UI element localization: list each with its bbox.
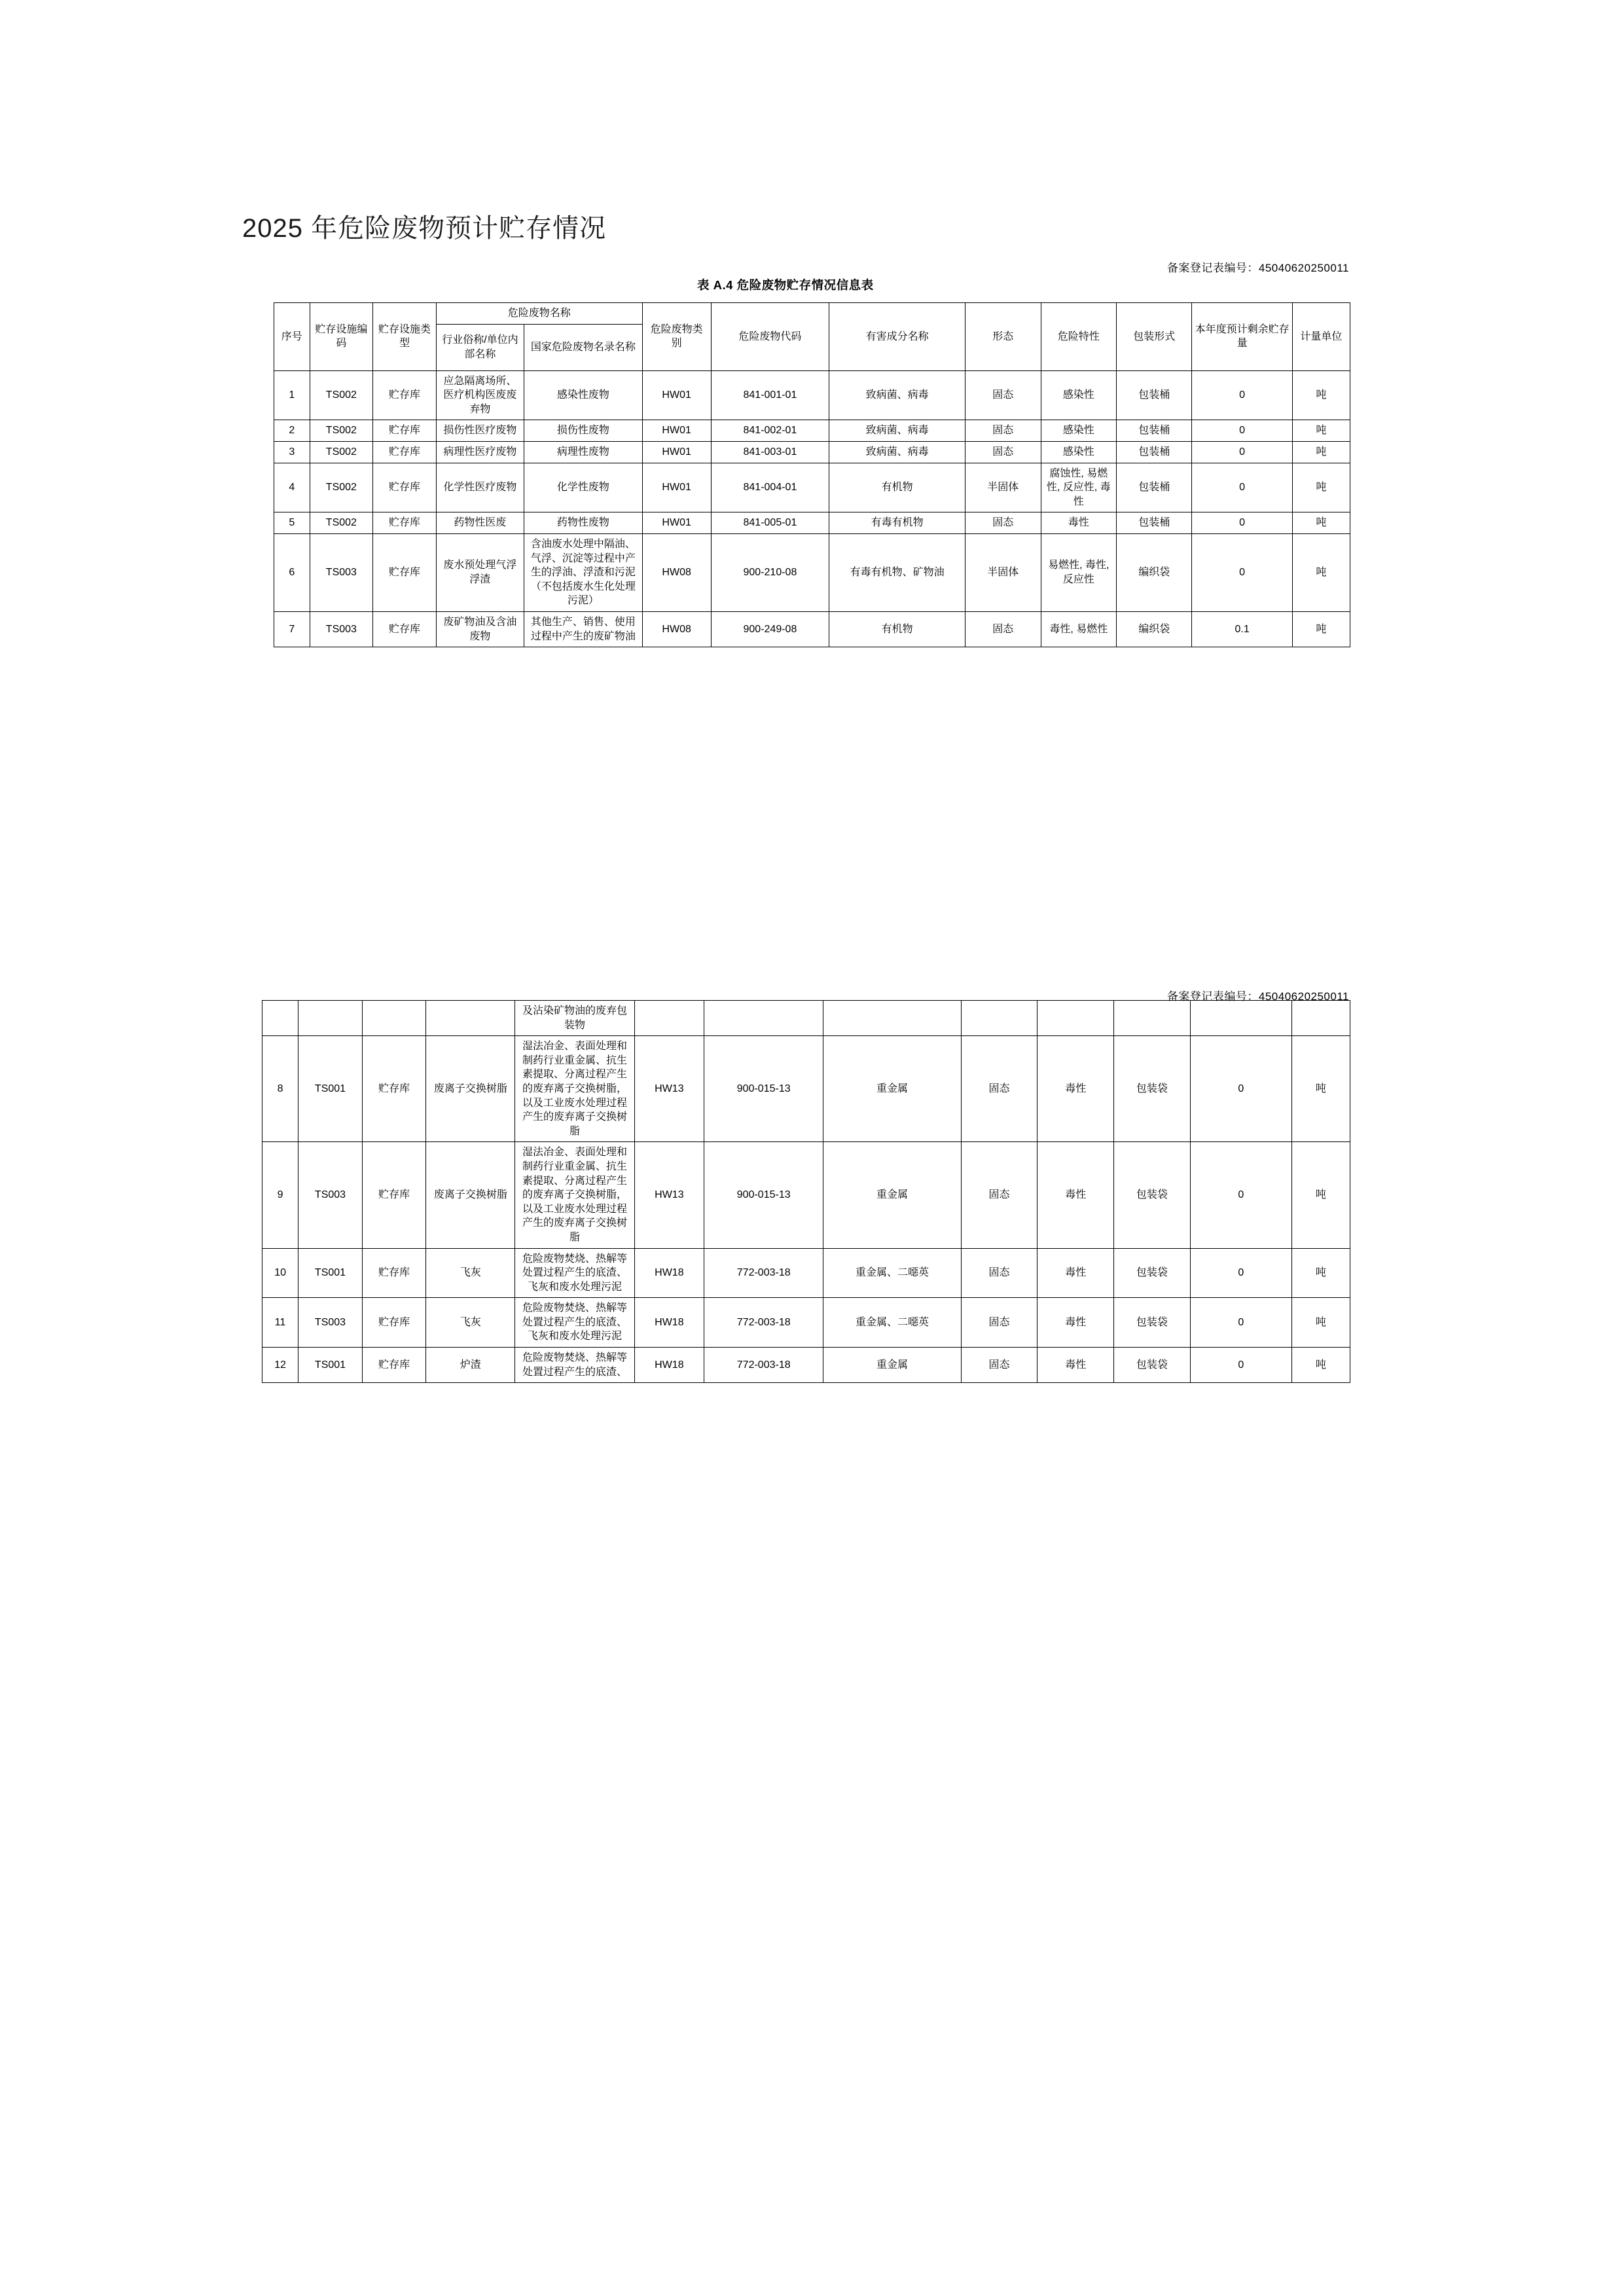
cell-facility-code <box>298 1001 363 1036</box>
cell-hazard-property: 毒性 <box>1038 1298 1114 1348</box>
cell-remaining-storage: 0 <box>1192 420 1292 442</box>
cell-waste-code: 900-015-13 <box>704 1036 823 1142</box>
table-row <box>274 533 1350 611</box>
cell-unit: 吨 <box>1292 370 1350 420</box>
cell-package-form: 包装袋 <box>1114 1298 1191 1348</box>
cell-remaining-storage: 0 <box>1192 512 1292 534</box>
cell-seq: 6 <box>274 533 310 611</box>
table-row <box>274 611 1350 647</box>
cell-facility-code: TS003 <box>298 1298 363 1348</box>
cell-facility-code: TS002 <box>310 370 373 420</box>
cell-form: 固态 <box>965 441 1041 463</box>
cell-seq: 3 <box>274 441 310 463</box>
cell-facility-type: 贮存库 <box>362 1142 426 1248</box>
cell-harmful-component: 致病菌、病毒 <box>829 370 965 420</box>
cell-industry-name: 应急隔离场所、医疗机构医废废弃物 <box>436 370 524 420</box>
cell-catalog-name: 湿法冶金、表面处理和制药行业重金属、抗生素提取、分离过程产生的废弃离子交换树脂，以及工业废水处理过程产生的废弃离子交换树脂 <box>515 1036 635 1142</box>
cell-waste-category: HW18 <box>634 1248 704 1298</box>
cell-hazard-property: 感染性 <box>1041 420 1116 442</box>
cell-harmful-component: 致病菌、病毒 <box>829 441 965 463</box>
cell-catalog-name: 危险废物焚烧、热解等处置过程产生的底渣、飞灰和废水处理污泥 <box>515 1298 635 1348</box>
cell-waste-code: 841-002-01 <box>711 420 829 442</box>
cell-industry-name: 飞灰 <box>426 1248 515 1298</box>
cell-form: 固态 <box>965 611 1041 647</box>
cell-unit: 吨 <box>1292 533 1350 611</box>
cell-form: 固态 <box>965 512 1041 534</box>
cell-facility-type: 贮存库 <box>373 370 437 420</box>
cell-package-form: 包装袋 <box>1114 1348 1191 1383</box>
cell-form: 固态 <box>961 1036 1038 1142</box>
cell-seq: 10 <box>262 1248 298 1298</box>
cell-package-form: 包装桶 <box>1117 370 1192 420</box>
cell-unit: 吨 <box>1291 1036 1350 1142</box>
header-catalog-name: 国家危险废物名录名称 <box>524 324 643 370</box>
cell-waste-category: HW13 <box>634 1142 704 1248</box>
cell-hazard-property: 毒性, 易燃性 <box>1041 611 1116 647</box>
cell-industry-name: 病理性医疗废物 <box>436 441 524 463</box>
cell-remaining-storage: 0 <box>1190 1298 1291 1348</box>
cell-waste-category: HW18 <box>634 1348 704 1383</box>
cell-waste-category: HW18 <box>634 1298 704 1348</box>
hazardous-waste-storage-table-part1 <box>274 302 1350 647</box>
cell-waste-code: 772-003-18 <box>704 1348 823 1383</box>
cell-waste-category: HW01 <box>642 441 711 463</box>
cell-industry-name: 飞灰 <box>426 1298 515 1348</box>
header-package-form: 包装形式 <box>1117 303 1192 371</box>
cell-remaining-storage: 0 <box>1192 441 1292 463</box>
cell-form: 固态 <box>961 1142 1038 1248</box>
table-row <box>274 463 1350 512</box>
cell-catalog-name: 病理性废物 <box>524 441 643 463</box>
table-row <box>274 420 1350 442</box>
cell-form: 半固体 <box>965 463 1041 512</box>
cell-facility-type: 贮存库 <box>373 512 437 534</box>
cell-industry-name: 药物性医废 <box>436 512 524 534</box>
cell-hazard-property: 毒性 <box>1038 1036 1114 1142</box>
table-row <box>262 1142 1350 1248</box>
cell-remaining-storage: 0 <box>1190 1248 1291 1298</box>
table-row <box>262 1001 1350 1036</box>
cell-harmful-component: 重金属、二噁英 <box>823 1298 961 1348</box>
cell-waste-code: 900-249-08 <box>711 611 829 647</box>
cell-hazard-property: 感染性 <box>1041 370 1116 420</box>
cell-unit: 吨 <box>1292 512 1350 534</box>
header-facility-type: 贮存设施类型 <box>373 303 437 371</box>
cell-package-form: 包装袋 <box>1114 1036 1191 1142</box>
cell-harmful-component <box>823 1001 961 1036</box>
cell-hazard-property <box>1038 1001 1114 1036</box>
hazardous-waste-storage-table-part2 <box>262 1000 1350 1383</box>
cell-unit: 吨 <box>1292 611 1350 647</box>
cell-harmful-component: 重金属 <box>823 1036 961 1142</box>
cell-package-form: 包装桶 <box>1117 441 1192 463</box>
cell-facility-type <box>362 1001 426 1036</box>
cell-facility-code: TS002 <box>310 463 373 512</box>
header-seq: 序号 <box>274 303 310 371</box>
cell-waste-category: HW08 <box>642 611 711 647</box>
cell-waste-code: 841-001-01 <box>711 370 829 420</box>
table-row <box>262 1298 1350 1348</box>
cell-form: 固态 <box>965 370 1041 420</box>
cell-waste-code: 841-003-01 <box>711 441 829 463</box>
cell-form <box>961 1001 1038 1036</box>
header-waste-code: 危险废物代码 <box>711 303 829 371</box>
cell-catalog-name: 药物性废物 <box>524 512 643 534</box>
header-form: 形态 <box>965 303 1041 371</box>
table-row <box>262 1036 1350 1142</box>
table-row <box>274 370 1350 420</box>
cell-catalog-name: 含油废水处理中隔油、气浮、沉淀等过程中产生的浮油、浮渣和污泥（不包括废水生化处理污泥） <box>524 533 643 611</box>
cell-harmful-component: 有毒有机物、矿物油 <box>829 533 965 611</box>
cell-package-form: 包装袋 <box>1114 1142 1191 1248</box>
cell-catalog-name: 化学性废物 <box>524 463 643 512</box>
cell-remaining-storage: 0 <box>1190 1142 1291 1248</box>
cell-unit: 吨 <box>1291 1142 1350 1248</box>
table-row <box>262 1348 1350 1383</box>
cell-package-form: 包装桶 <box>1117 512 1192 534</box>
cell-unit: 吨 <box>1292 420 1350 442</box>
cell-facility-type: 贮存库 <box>362 1348 426 1383</box>
table-header-row-1 <box>274 303 1350 325</box>
cell-waste-category: HW01 <box>642 512 711 534</box>
cell-waste-code: 900-015-13 <box>704 1142 823 1248</box>
cell-seq: 8 <box>262 1036 298 1142</box>
cell-hazard-property: 毒性 <box>1038 1142 1114 1248</box>
cell-catalog-name: 危险废物焚烧、热解等处置过程产生的底渣、飞灰和废水处理污泥 <box>515 1248 635 1298</box>
cell-seq: 5 <box>274 512 310 534</box>
cell-facility-type: 贮存库 <box>373 463 437 512</box>
cell-catalog-name: 危险废物焚烧、热解等处置过程产生的底渣、 <box>515 1348 635 1383</box>
cell-facility-code: TS002 <box>310 512 373 534</box>
cell-facility-type: 贮存库 <box>373 533 437 611</box>
cell-industry-name: 损伤性医疗废物 <box>436 420 524 442</box>
cell-facility-type: 贮存库 <box>362 1036 426 1142</box>
cell-package-form <box>1114 1001 1191 1036</box>
table-row <box>262 1248 1350 1298</box>
cell-seq: 2 <box>274 420 310 442</box>
header-waste-category: 危险废物类别 <box>642 303 711 371</box>
cell-unit <box>1291 1001 1350 1036</box>
cell-facility-code: TS003 <box>298 1142 363 1248</box>
cell-catalog-name: 损伤性废物 <box>524 420 643 442</box>
cell-waste-code: 772-003-18 <box>704 1248 823 1298</box>
cell-industry-name: 废矿物油及含油废物 <box>436 611 524 647</box>
cell-package-form: 包装袋 <box>1114 1248 1191 1298</box>
header-remaining-storage: 本年度预计剩余贮存量 <box>1192 303 1292 371</box>
cell-waste-code: 841-004-01 <box>711 463 829 512</box>
cell-hazard-property: 感染性 <box>1041 441 1116 463</box>
cell-remaining-storage: 0 <box>1190 1348 1291 1383</box>
cell-harmful-component: 有机物 <box>829 463 965 512</box>
cell-industry-name: 炉渣 <box>426 1348 515 1383</box>
registration-number-bottom: 备案登记表编号：45040620250011 <box>1166 990 1349 1003</box>
cell-seq: 4 <box>274 463 310 512</box>
cell-harmful-component: 有毒有机物 <box>829 512 965 534</box>
cell-remaining-storage <box>1190 1001 1291 1036</box>
cell-facility-type: 贮存库 <box>373 611 437 647</box>
cell-facility-code: TS001 <box>298 1248 363 1298</box>
cell-facility-type: 贮存库 <box>362 1298 426 1348</box>
cell-seq: 9 <box>262 1142 298 1248</box>
cell-catalog-name: 感染性废物 <box>524 370 643 420</box>
cell-waste-category: HW08 <box>642 533 711 611</box>
cell-unit: 吨 <box>1291 1298 1350 1348</box>
cell-waste-category: HW01 <box>642 420 711 442</box>
cell-waste-code <box>704 1001 823 1036</box>
header-industry-name: 行业俗称/单位内部名称 <box>436 324 524 370</box>
header-unit: 计量单位 <box>1292 303 1350 371</box>
cell-industry-name: 废水预处理气浮浮渣 <box>436 533 524 611</box>
cell-package-form: 包装桶 <box>1117 420 1192 442</box>
cell-harmful-component: 重金属 <box>823 1142 961 1248</box>
cell-facility-code: TS002 <box>310 420 373 442</box>
cell-unit: 吨 <box>1292 441 1350 463</box>
cell-waste-category: HW13 <box>634 1036 704 1142</box>
cell-seq: 12 <box>262 1348 298 1383</box>
cell-facility-code: TS003 <box>310 533 373 611</box>
table-caption: 表 A.4 危险废物贮存情况信息表 <box>697 278 874 292</box>
cell-form: 固态 <box>965 420 1041 442</box>
cell-harmful-component: 重金属、二噁英 <box>823 1248 961 1298</box>
cell-form: 固态 <box>961 1248 1038 1298</box>
cell-industry-name <box>426 1001 515 1036</box>
cell-hazard-property: 毒性 <box>1041 512 1116 534</box>
cell-unit: 吨 <box>1292 463 1350 512</box>
header-harmful-component: 有害成分名称 <box>829 303 965 371</box>
cell-facility-code: TS001 <box>298 1036 363 1142</box>
cell-remaining-storage: 0 <box>1192 463 1292 512</box>
cell-facility-code: TS003 <box>310 611 373 647</box>
cell-industry-name: 废离子交换树脂 <box>426 1142 515 1248</box>
cell-hazard-property: 毒性 <box>1038 1248 1114 1298</box>
cell-catalog-name: 及沾染矿物油的废弃包装物 <box>515 1001 635 1036</box>
cell-waste-category <box>634 1001 704 1036</box>
cell-waste-code: 841-005-01 <box>711 512 829 534</box>
cell-package-form: 包装桶 <box>1117 463 1192 512</box>
cell-industry-name: 化学性医疗废物 <box>436 463 524 512</box>
registration-number-top: 备案登记表编号：45040620250011 <box>1166 262 1349 274</box>
cell-seq <box>262 1001 298 1036</box>
cell-facility-type: 贮存库 <box>373 420 437 442</box>
cell-waste-category: HW01 <box>642 463 711 512</box>
page-title: 2025 年危险废物预计贮存情况 <box>242 213 607 243</box>
cell-harmful-component: 重金属 <box>823 1348 961 1383</box>
cell-form: 半固体 <box>965 533 1041 611</box>
cell-seq: 7 <box>274 611 310 647</box>
cell-unit: 吨 <box>1291 1248 1350 1298</box>
cell-seq: 1 <box>274 370 310 420</box>
table-row <box>274 441 1350 463</box>
cell-harmful-component: 有机物 <box>829 611 965 647</box>
cell-remaining-storage: 0 <box>1192 533 1292 611</box>
cell-waste-code: 900-210-08 <box>711 533 829 611</box>
header-hazard-property: 危险特性 <box>1041 303 1116 371</box>
cell-harmful-component: 致病菌、病毒 <box>829 420 965 442</box>
cell-form: 固态 <box>961 1298 1038 1348</box>
cell-hazard-property: 易燃性, 毒性, 反应性 <box>1041 533 1116 611</box>
cell-remaining-storage: 0.1 <box>1192 611 1292 647</box>
cell-unit: 吨 <box>1291 1348 1350 1383</box>
header-facility-code: 贮存设施编码 <box>310 303 373 371</box>
cell-facility-type: 贮存库 <box>362 1248 426 1298</box>
cell-industry-name: 废离子交换树脂 <box>426 1036 515 1142</box>
cell-facility-type: 贮存库 <box>373 441 437 463</box>
cell-package-form: 编织袋 <box>1117 533 1192 611</box>
cell-catalog-name: 其他生产、销售、使用过程中产生的废矿物油 <box>524 611 643 647</box>
cell-hazard-property: 腐蚀性, 易燃性, 反应性, 毒性 <box>1041 463 1116 512</box>
cell-remaining-storage: 0 <box>1192 370 1292 420</box>
cell-seq: 11 <box>262 1298 298 1348</box>
table-row <box>274 512 1350 534</box>
cell-waste-category: HW01 <box>642 370 711 420</box>
cell-waste-code: 772-003-18 <box>704 1298 823 1348</box>
cell-form: 固态 <box>961 1348 1038 1383</box>
header-waste-name-group: 危险废物名称 <box>436 303 642 325</box>
cell-remaining-storage: 0 <box>1190 1036 1291 1142</box>
cell-facility-code: TS002 <box>310 441 373 463</box>
cell-catalog-name: 湿法冶金、表面处理和制药行业重金属、抗生素提取、分离过程产生的废弃离子交换树脂，以及工业废水处理过程产生的废弃离子交换树脂 <box>515 1142 635 1248</box>
cell-facility-code: TS001 <box>298 1348 363 1383</box>
cell-package-form: 编织袋 <box>1117 611 1192 647</box>
cell-hazard-property: 毒性 <box>1038 1348 1114 1383</box>
